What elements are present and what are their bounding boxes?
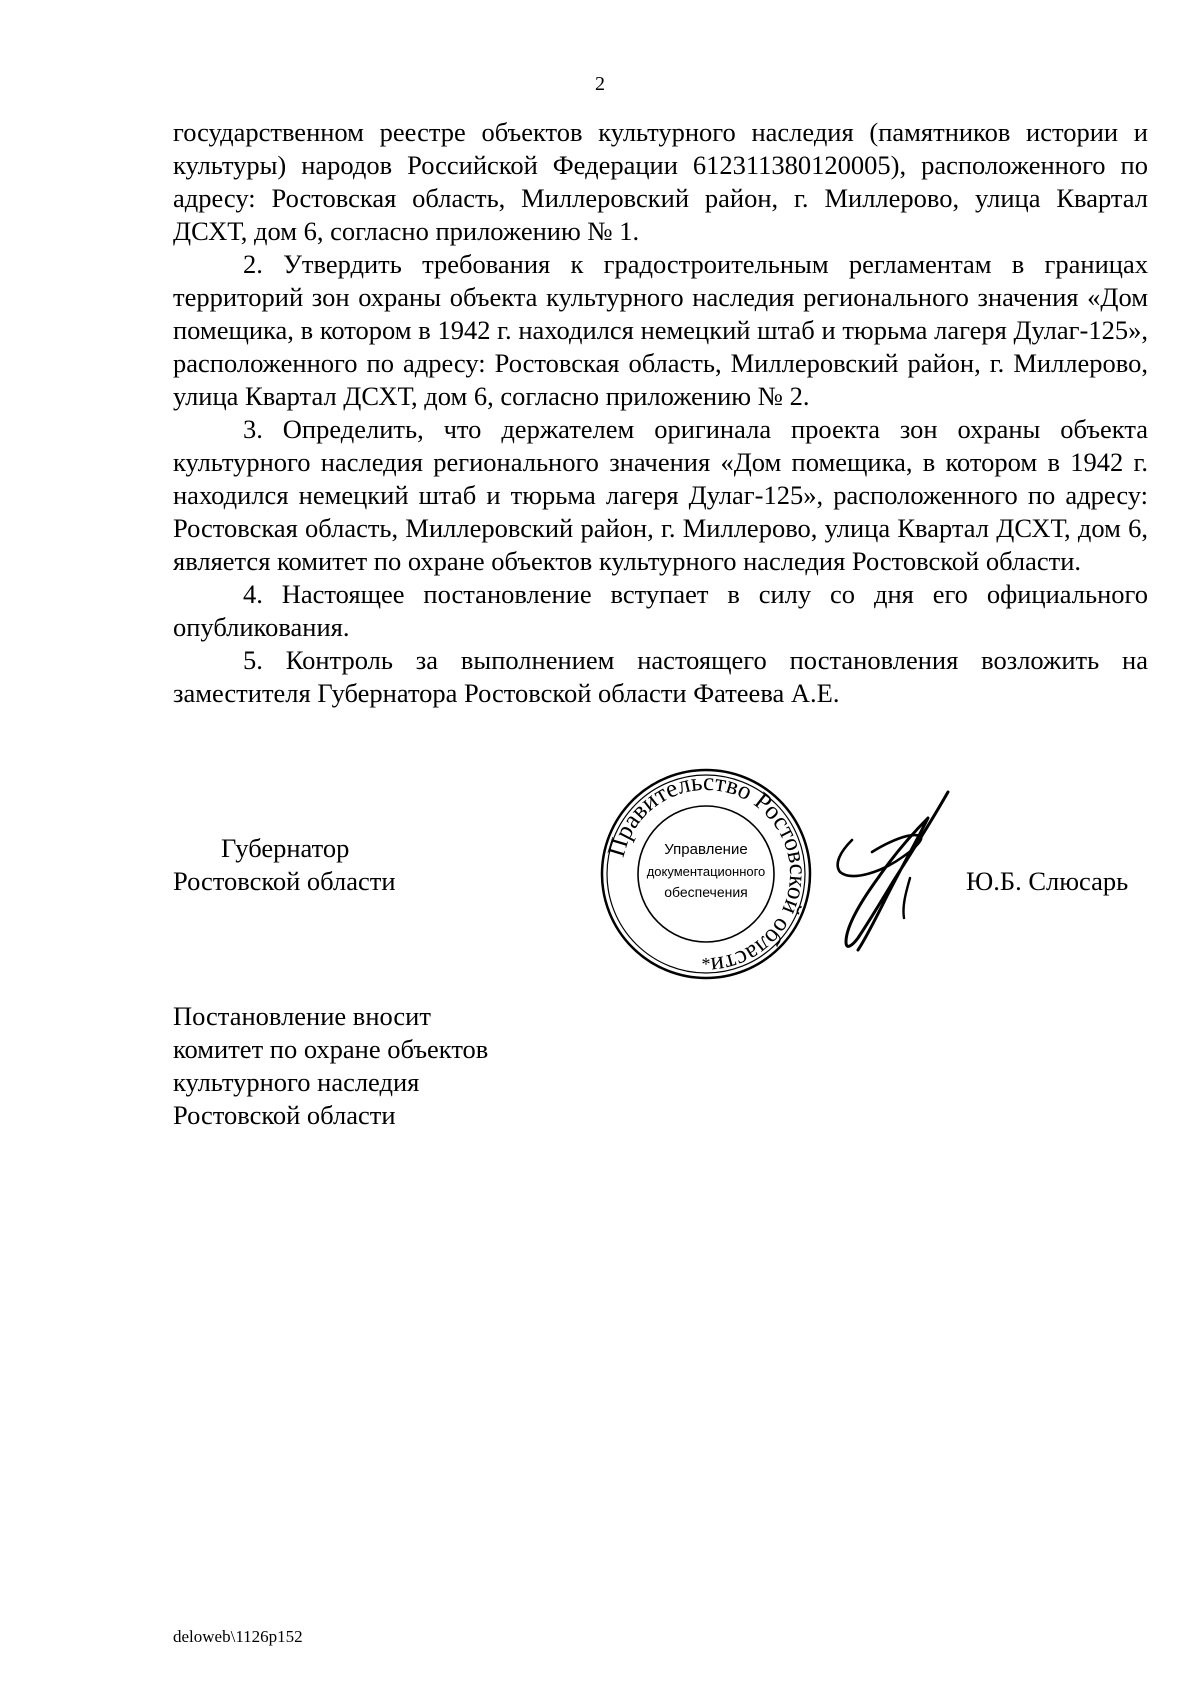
signatory-title-line1: Губернатор bbox=[221, 833, 350, 863]
signatory-title bbox=[173, 832, 396, 898]
seal-outer-text: Правительство Ростовской области bbox=[602, 768, 812, 980]
seal-inner-line3: обеспечения bbox=[664, 884, 748, 900]
signatory-name: Ю.Б. Слюсарь bbox=[966, 866, 1129, 896]
paragraph-item-5: 5. Контроль за выполнением настоящего постановления возложить на заместителя Губернатора Ростовской области Фатеева А.Е. bbox=[173, 645, 1148, 708]
submitter-line2: комитет по охране объектов bbox=[173, 1034, 489, 1064]
submitter-note bbox=[173, 1000, 488, 1132]
handwritten-signature bbox=[820, 780, 960, 955]
seal-star: * bbox=[701, 954, 711, 974]
submitter-line3: культурного наследия bbox=[173, 1067, 420, 1097]
paragraph-item-4: 4. Настоящее постановление вступает в силу со дня его официального опубликования. bbox=[173, 579, 1148, 642]
page-number: 2 bbox=[595, 73, 605, 95]
footer-document-code: deloweb\1126p152 bbox=[173, 1627, 303, 1646]
submitter-line4: Ростовской области bbox=[173, 1100, 396, 1130]
signatory-title-line2: Ростовской области bbox=[173, 866, 396, 896]
document-body bbox=[173, 116, 1148, 710]
seal-inner-line2: документационного bbox=[646, 864, 766, 879]
paragraph-item-3: 3. Определить, что держателем оригинала проекта зон охраны объекта культурного наследия регионального значения «Дом помещика, в котором в 1942 г. находился немецкий штаб и тюрьма лагеря Дулаг-125», расположенного по адресу: Ростовская область, Миллеровский район, г. Миллерово, улица Квартал ДСХТ, дом 6, является комитет по охране объектов культурного наследия Ростовской области. bbox=[173, 414, 1148, 576]
submitter-line1: Постановление вносит bbox=[173, 1001, 431, 1031]
paragraph-item-2: 2. Утвердить требования к градостроительным регламентам в границах территорий зон охраны объекта культурного наследия регионального значения «Дом помещика, в котором в 1942 г. находился немецкий штаб и тюрьма лагеря Дулаг-125», расположенного по адресу: Ростовская область, Миллеровский район, г. Миллерово, улица Квартал ДСХТ, дом 6, согласно приложению № 2. bbox=[173, 249, 1148, 411]
signature-stroke-main bbox=[846, 792, 948, 950]
signature-stroke-tail bbox=[903, 878, 910, 918]
official-seal-stamp bbox=[596, 764, 816, 984]
paragraph-continuation: государственном реестре объектов культурного наследия (памятников истории и культуры) народов Российской Федерации 612311380120005), расположенного по адресу: Ростовская область, Миллеровский район, г. Миллерово, улица Квартал ДСХТ, дом 6, согласно приложению № 1. bbox=[173, 117, 1148, 246]
seal-inner-line1: Управление bbox=[664, 841, 748, 858]
